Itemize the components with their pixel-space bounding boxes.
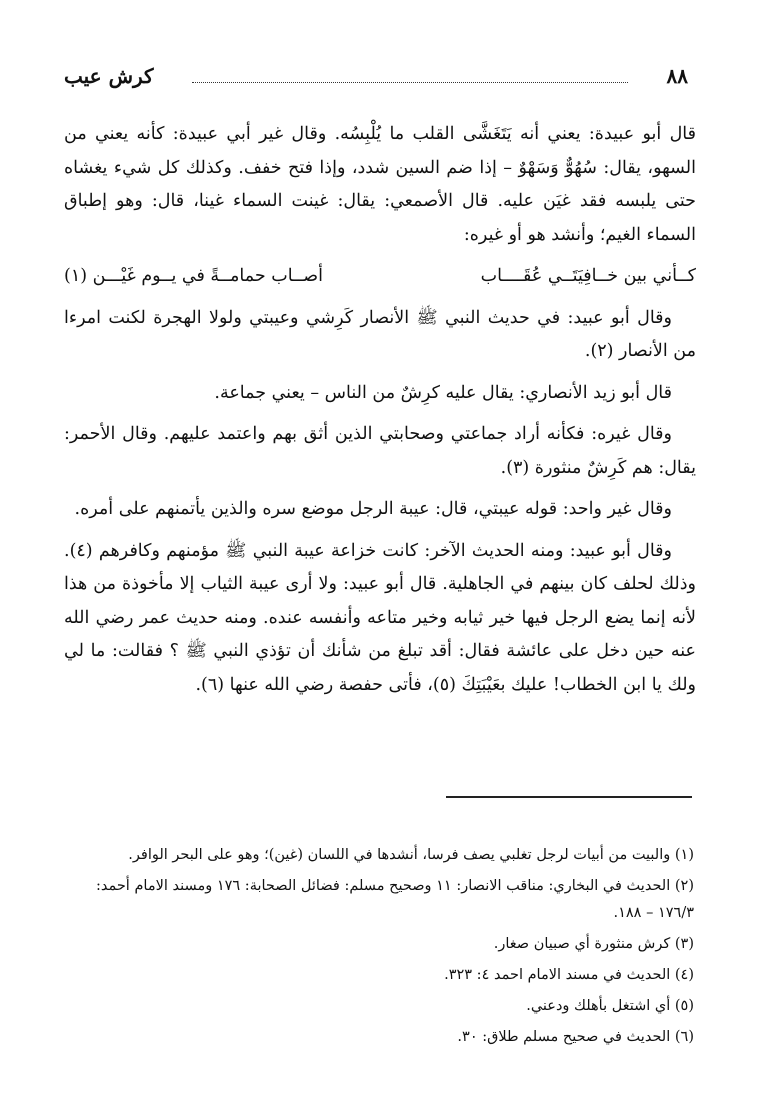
footnotes — [94, 842, 694, 1055]
footnote: (٥) أي اشتغل بأهلك ودعني. — [526, 998, 694, 1014]
paragraph: وقال غيره: فكأنه أراد جماعتي وصحابتي الذين أثق بهم واعتمد عليهم. وقال الأحمر: يقال: هم كَرِشٌ منثورة (٣). — [64, 424, 696, 478]
paragraph: قال أبو زيد الأنصاري: يقال عليه كرِشٌ من الناس – يعني جماعة. — [214, 382, 672, 403]
footnote: (٦) الحديث في صحيح مسلم طلاق: ٣٠. — [457, 1029, 694, 1045]
verse-hemistich-first: كــأني بين خــافِيَتَــي عُقَــــاب — [480, 266, 696, 286]
poetry-verse — [64, 260, 696, 294]
footnote: (٣) كرش منثورة أي صبيان صغار. — [493, 936, 694, 952]
footnote-separator — [446, 796, 692, 798]
footnote: (٤) الحديث في مسند الامام احمد ٤: ٣٢٣. — [444, 967, 694, 983]
paragraph: وقال أبو عبيد: ومنه الحديث الآخر: كانت خزاعة عيبة النبي ﷺ مؤمنهم وكافرهم (٤). وذلك لحلف كان بينهم في الجاهلية. قال أبو عبيد: ولا أرى عيبة الثياب إلا مأخوذة من هذا لأنه إنما يضع الرجل فيها خير ثيابه وخير متاعه وأنفسه عنده. ومنه حديث عمر رضي الله عنه حين دخل على عائشة فقال: أقد تبلغ من شأنك أن تؤذي النبي ﷺ ؟ فقالت: ما لي ولك يا ابن الخطاب! عليك بعَيْبَتِكَ (٥)، فأتى حفصة رضي الله عنها (٦). — [64, 540, 696, 695]
footnote: (٢) الحديث في البخاري: مناقب الانصار: ١١ وصحيح مسلم: فضائل الصحابة: ١٧٦ ومسند الامام أحمد: ١٧٦/٣ – ١٨٨. — [95, 878, 694, 921]
header-dotted-rule — [192, 82, 628, 83]
header-title: كرش عيب — [64, 64, 154, 88]
paragraph: وقال غير واحد: قوله عيبتي، قال: عيبة الرجل موضع سره والذين يأتمنهم على أمره. — [74, 499, 672, 519]
main-text — [64, 118, 696, 710]
running-header — [64, 64, 688, 94]
paragraph: قال أبو عبيدة: يعني أنه يَتَغَشَّى القلب ما يُلْبِسُه. وقال غير أبي عبيدة: كأنه يعني من السهو، يقال: سُهُوٌّ وَسَهْوٌ – إذا ضم السين شدد، وإذا فتح خفف. وكذلك كل شيء يغشاه حتى يلبسه فقد غيَن عليه. قال الأصمعي: يقال: غينت السماء غينا، قال: وهو إطباق السماء الغيم؛ وأنشد هو أو غيره: — [64, 124, 696, 245]
paragraph: وقال أبو عبيد: في حديث النبي ﷺ الأنصار كَرِشي وعيبتي ولولا الهجرة لكنت امرءا من الأنصار (٢). — [64, 307, 696, 361]
verse-hemistich-second: أصــاب حمامــةً في يــوم غَيْـــن (١) — [64, 266, 324, 286]
footnote: (١) والبيت من أبيات لرجل تغلبي يصف فرسا، أنشدها في اللسان (غين)؛ وهو على البحر الوافر. — [128, 847, 694, 863]
page-number: ٨٨ — [666, 64, 688, 88]
